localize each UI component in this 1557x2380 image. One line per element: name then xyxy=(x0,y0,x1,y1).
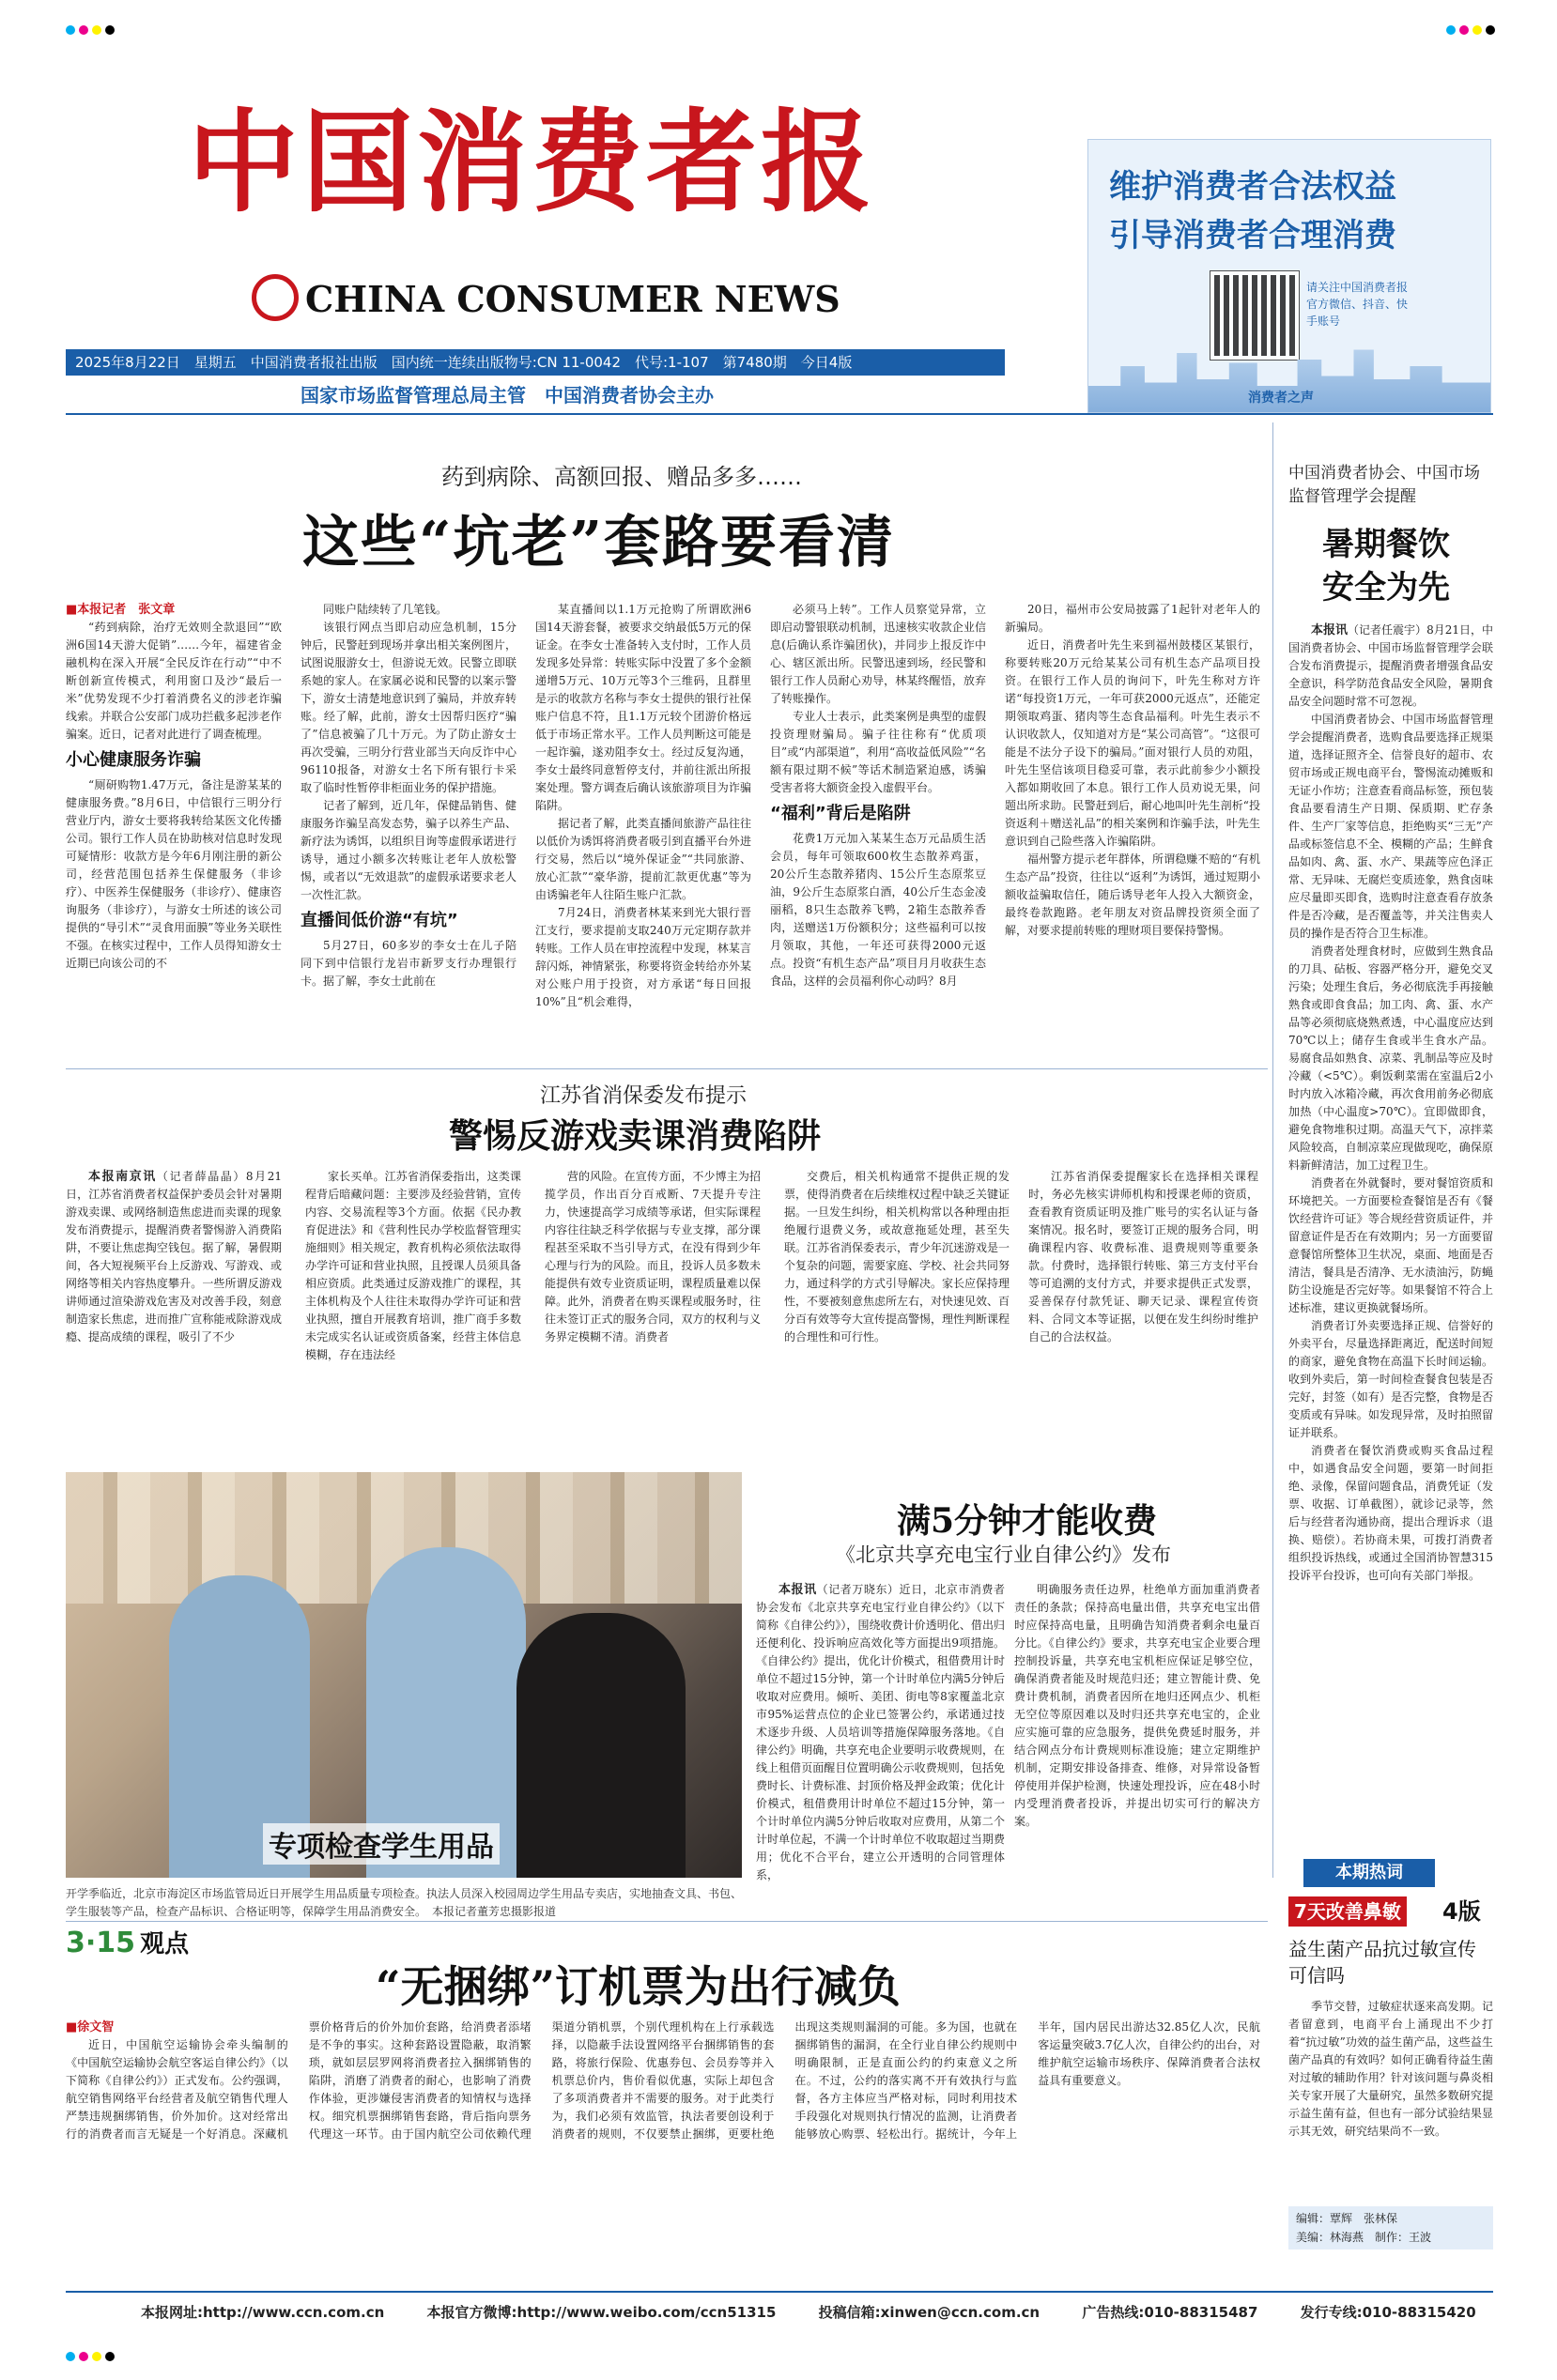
editors-line1: 编辑：覃辉 张林保 xyxy=(1296,2212,1398,2225)
lead-col2-para1: 同账户陆续转了几笔钱。 xyxy=(323,603,448,616)
hot-words-tag: 7天改善鼻敏 xyxy=(1288,1896,1407,1927)
opinion-byline: ■徐文智 xyxy=(66,2020,115,2035)
photo-person-3 xyxy=(516,1613,686,1878)
sidebar-para4: 消费者在外就餐时，要对餐馆资质和环境把关。一方面要检查餐馆是否有《餐饮经营许可证》等合规经营资质证件，并留意证件是否在有效期内；另一方面要留意餐馆所整体卫生状况，桌面、地面是否清洁，餐具是否清净、无水渍油污，防蝇防尘设施是否完好等。如果餐馆不符合上述标准，建议更换就餐场所。 xyxy=(1288,1176,1493,1314)
opinion-body xyxy=(66,2019,1260,2272)
charge-byline: 本报讯 xyxy=(778,1583,817,1597)
footer-website: 本报网址:http://www.ccn.com.cn xyxy=(141,2304,385,2321)
opinion-headline: “无捆绑”订机票为出行减负 xyxy=(376,1961,901,2012)
masthead-banner xyxy=(1087,139,1491,413)
section-divider-2 xyxy=(66,1921,1268,1922)
lead-headline: 这些“坑老”套路要看清 xyxy=(302,510,896,576)
lead-col4-para2: 专业人士表示，此类案例是典型的虚假投资理财骗局。骗子往往称有“优质项目”或“内部渠道”，利用“高收益低风险”“名额有限过期不候”等话术制造紧迫感，诱骗受害者将大额资金投入虚假平台。 xyxy=(770,710,986,794)
footer-weibo: 本报官方微博:http://www.weibo.com/ccn51315 xyxy=(426,2304,777,2321)
lead-col3-para3: 7月24日，消费者林某来到光大银行晋江支行，要求提前支取240万元定期存款并转账。工作人员在审控流程中发现，林某言辞闪烁，神情紧张，称要将资金转给亦外某对公账户用于投资，对方承诺“每日回报10%”且“机会难得， xyxy=(535,906,751,1008)
photo-caption-title: 专项检查学生用品 xyxy=(263,1823,500,1865)
mid-column-4 xyxy=(784,1168,1010,1453)
sidebar-para2: 中国消费者协会、中国市场监督管理学会提醒消费者，选购食品要选择正规渠道，选择证照齐全、信誉良好的超市、农贸市场或正规电商平台，警惕流动摊贩和无证小作坊；注意查看商品标签，预包装食品要看清生产日期、保质期、贮存条件、生产厂家等信息，拒绝购买“三无”产品或标签信息不全、模糊的产品；生鲜食品如肉、禽、蛋、水产、果蔬等应色泽正常、无异味、无腐烂变质迹象，熟食卤味应尽量即买即食，选购时注意查看存放条件是否冷藏，是否覆盖等，并关注售卖人员的操作是否符合卫生标准。 xyxy=(1288,713,1493,940)
lead-col2-para4: 5月27日，60多岁的李女士在儿子陪同下到中信银行龙岩市新罗支行办理银行卡。据了解，李女士此前在 xyxy=(301,939,516,988)
hot-words-edition: 4版 xyxy=(1442,1898,1481,1925)
mid-column-2 xyxy=(305,1168,521,1453)
mid-col1-text: （记者薛晶晶）8月21日，江苏省消费者权益保护委员会针对暑期游戏卖课、或网络制造焦虑进而卖课的现象发布消费提示，提醒消费者警惕游入消费陷阱，不要让焦虑掏空钱包。据了解，暑假期间，各大短视频平台上反游戏、写游戏、或网络等相关内容热度攀升。一些所谓反游戏讲师通过渲染游戏危害及对改善手段，刻意制造家长焦虑，进而推广宣称能戒除游戏成瘾、提高成绩的课程，吸引了不少 xyxy=(66,1170,282,1344)
news-photo xyxy=(66,1472,742,1878)
footer-divider xyxy=(66,2291,1493,2293)
lead-column-2 xyxy=(301,601,516,1061)
sidebar-byline: 本报讯 xyxy=(1311,623,1349,637)
mid-col5-text: 江苏省消保委提醒家长在选择相关课程时，务必先核实讲师机构和授课老师的资质，查看教育资质证明及推广账号的实名认证与备案情况。报名时，要签订正规的服务合同，明确课程内容、收费标准、退费规则等重要条款。付费时，选择银行转账、第三方支付平台等可追溯的支付方式，并要求提供正式发票，妥善保存付款凭证、聊天记录、课程宣传资料、合同文本等证据，以便在发生纠纷时维护自己的合法权益。 xyxy=(1028,1170,1258,1344)
lead-col5-para1: 20日，福州市公安局披露了1起针对老年人的新骗局。 xyxy=(1005,603,1260,634)
mid-kicker: 江苏省消保委发布提示 xyxy=(540,1084,748,1108)
qr-label: 消费者之声 xyxy=(1248,391,1314,406)
lead-col1-para1: “药到病除，治疗无效则全款退回”“欧洲6国14天游大促销”……今年，福建省金融机构在深入开展“全民反诈在行动”“中不断创新宣传模式，利用窗口及沙“最后一米”优势发现不少打着消费名义的涉老诈骗线索。并联合公安部门成功拦截多起涉老作骗案。近日，记者对此进行了调查梳理。 xyxy=(66,621,282,741)
opinion-text: 近日，中国航空运输协会牵头编制的《中国航空运输协会航空客运自律公约》（以下简称《自律公约》）正式发布。公约强调，航空销售网络平台经营者及航空销售代理人严禁违规捆绑销售，价外加价。这对经常出行的消费者而言无疑是一个好消息。深藏机票价格背后的价外加价套路，给消费者添堵是不争的事实。这种套路设置隐蔽，取消繁琐，就如层层罗网将消费者拉入捆绑销售的陷阱，消磨了消费者的耐心，也影响了消费作体验，更涉嫌侵害消费者的知情权与选择权。细究机票捆绑销售套路，背后指向票务代理这一环节。由于国内航空公司依赖代理渠道分销机票，个别代理机构在上行承载选择，以隐蔽手法设置网络平台捆绑销售的套路，将旅行保险、优惠券包、会员券等并入机票总价内，售价看似优惠，实际上却包含了多项消费者并不需要的服务。对于此类行为，我们必须有效监管，执法者要创设利于消费者的规则，不仅要禁止捆绑，更要杜绝出现这类规则漏洞的可能。多为国，也就在捆绑销售的漏洞，在全行业自律公约规则中明确限制，正是直面公约的约束意义之所在。不过，公约的落实离不开有效执行与监督，各方主体应当严格对标，同时利用技术手段强化对规则执行情况的监测，让消费者能够放心购票、轻松出行。据统计，今年上半年，国内居民出游达32.85亿人次，民航客运量突破3.7亿人次，自律公约的出台，对维护航空运输市场秩序、保障消费者合法权益具有重要意义。 xyxy=(66,2020,1260,2141)
lead-col1-para2: “厕研购物1.47万元，备注是游某某的健康服务费。”8月6日，中信银行三明分行营业厅内，游女士要将我转给某医文化传播公司。银行工作人员在协助核对信息时发现可疑情形：收款方是今年6月刚注册的新公司，经营范围包括养生保健服务（非诊疗）、中医养生保健服务（非诊疗）、健康咨询服务（非诊疗），与游女士所述的该公司提供的“导引术”“灵食用面膜”等业务关联性不强。在核实过程中，工作人员得知游女士近期已向该公司的不 xyxy=(66,778,282,970)
hot-words-label: 本期热词 xyxy=(1303,1859,1435,1887)
section-divider-1 xyxy=(66,1068,1268,1069)
lead-column-4 xyxy=(770,601,986,1061)
sidebar-kicker: 中国消费者协会、中国市场监督管理学会提醒 xyxy=(1288,464,1480,506)
color-registration-dots xyxy=(66,21,118,38)
photo-caption: 开学季临近，北京市海淀区市场监管局近日开展学生用品质量专项检查。执法人员深入校园周边学生用品专卖店，实地抽查文具、书包、学生服装等产品，检查产品标识、合格证明等，保障学生用品消费安全。 本报记者董芳忠摄影报道 xyxy=(66,1887,743,1918)
mid-col3-text: 营的风险。在宣传方面，不少博主为招揽学员，作出百分百戒断、7天提升专注力，快速提高学习成绩等承诺，但实际课程内容往往缺乏科学依据与专业支撑，部分课程甚至采取不当引导方式，在没有得到少年心理与行为的风险。而且，投诉人员多数未能提供有效专业资质证明，课程质量难以保障。此外，消费者在购买课程或服务时，往往未签订正式的服务合同，双方的权利与义务界定模糊不清。消费者 xyxy=(545,1170,761,1344)
banner-slogan-2: 引导消费者合理消费 xyxy=(1109,217,1396,254)
mid-headline: 警惕反游戏卖课消费陷阱 xyxy=(449,1116,822,1156)
charge-column-2 xyxy=(1014,1581,1260,1947)
sidebar-para3: 消费者处理食材时，应做到生熟食品的刀具、砧板、容器严格分开，避免交叉污染；处理生食后，务必彻底洗手再接触熟食或即食食品；加工肉、禽、蛋、水产品等必须彻底烧熟煮透，中心温度应达到70℃以上；储存生食或半生食水产品。易腐食品如熟食、凉菜、乳制品等应及时冷藏（<5℃）。剩饭剩菜需在室温后2小时内放入冰箱冷藏，再次食用前务必彻底加热（中心温度>70℃）。宜即做即食，避免食物堆积过期。高温天气下，凉拌菜风险较高，自制凉菜应现做现吃，确保原料新鲜清洁，加工过程卫生。 xyxy=(1288,944,1493,1172)
mid-byline: 本报南京讯 xyxy=(88,1170,157,1184)
sidebar-para1: （记者任震宇）8月21日，中国消费者协会、中国市场监督管理学会联合发布消费提示，提醒消费者增强食品安全意识，科学防范食品安全风险，暑期食品安全问题时常不可忽视。 xyxy=(1288,623,1493,708)
lead-subhead-2: 直播间低价游“有坑” xyxy=(301,911,458,930)
lead-col5-para2: 近日，消费者叶先生来到福州鼓楼区某银行，称要转账20万元给某某公司有机生态产品项目投资。在银行工作人员的询问下，叶先生称对方许诺“每投资1万元，一年可获2000元返点”，还能定期领取鸡蛋、猪肉等生态食品福利。叶先生表示不认识收款人，仅知道对方是“某公司高管”。“这很可能是不法分子设下的骗局。”面对银行人员的劝阻，叶先生坚信该项目稳妥可靠，表示此前参少小额投入都如期收回了本息。银行工作人员劝说无果，问题出所求助。民警赶到后，耐心地叫叶先生剖析“投资返利＋赠送礼品”的相关案例和诈骗手法，叶先生意识到自己险些落入诈骗陷阱。 xyxy=(1005,638,1260,848)
opinion-logo xyxy=(66,1925,189,1958)
mid-column-1 xyxy=(66,1168,282,1453)
masthead-divider xyxy=(66,413,1493,415)
editors-box xyxy=(1288,2206,1493,2249)
footer-bar xyxy=(66,2298,1493,2326)
charge-col1-text: （记者万晓东）近日，北京市消费者协会发布《北京共享充电宝行业自律公约》（以下简称《自律公约》），围绕收费计价透明化、借出归还便利化、投诉响应高效化等方面提出9项措施。《自律公约》提出，优化计价模式，租借费用计时单位不超过15分钟，第一个计时单位内满5分钟后收取对应费用。倾听、美团、街电等8家覆盖北京市95%运营点位的企业已签署公约，承诺通过技术逐步升级、人员培训等措施保障服务落地。《自律公约》明确，共享充电企业要明示收费规则，在线上租借页面醒目位置明确公示收费规则，包括免费时长、计费标准、封顶价格及押金政策；优化计价模式，租借费用计时单位不超过15分钟，第一个计时单位内满5分钟后收取对应费用，从第二个计时单位起，不满一个计时单位不收取超过当期费用；优化不合平台，建立公开透明的合同管理体系， xyxy=(756,1583,1005,1881)
opinion-logo-number: 3·15 xyxy=(66,1927,136,1959)
lead-col4-para1: 必须马上转”。工作人员察觉异常，立即启动警银联动机制，迅速核实收款企业信息(后确认系诈骗团伙)，并同步上报反诈中心、辖区派出所。民警迅速到场，经民警和银行工作人员耐心劝导，林某终醒悟，放弃了转账操作。 xyxy=(770,603,986,705)
lead-col2-para3: 记者了解到，近几年，保健品销售、健康服务诈骗呈高发态势，骗子以养生产品、新疗法为诱饵，以组织目询等虚假承诺进行诱导，通过小额多次转账让老年人放松警惕，或者以“无效退款”的虚假承诺要求老人一次性汇款。 xyxy=(301,799,516,901)
hot-words-body xyxy=(1288,1998,1493,2193)
charge-headline: 满5分钟才能收费 xyxy=(897,1501,1158,1541)
lead-column-3 xyxy=(535,601,751,1061)
sidebar-rule xyxy=(1272,422,1273,1878)
lead-col5-para3: 福州警方提示老年群体，所谓稳赚不赔的“有机生态产品”投资，往往以“返利”为诱饵，通过短期小额收益骗取信任，随后诱导老年人投入大额资金，最终卷款跑路。老年朋友对资品牌投资须全面了解，对要求提前转账的理财项目要保持警惕。 xyxy=(1005,852,1260,937)
masthead-sponsor: 国家市场监督管理总局主管 中国消费者协会主办 xyxy=(301,384,714,407)
lead-kicker: 药到病除、高额回报、赠品多多…… xyxy=(441,464,802,490)
lead-column-5 xyxy=(1005,601,1260,1061)
mid-column-5 xyxy=(1028,1168,1258,1453)
lead-col4-para3: 花费1万元加入某某生态万元品质生活会员，每年可领取600枚生态散养鸡蛋，20公斤生态散养猪肉、15公斤生态原浆豆油，9公斤生态原浆白酒，40公斤生态金凌丽稻，8只生态散养飞鸭，2箱生态散养香肉，送赠送1万份额积分；这些福利可以按月领取，其他，一年还可获得2000元返点。投资“有机生态产品”项目月月收获生态食品，这样的会员福利你心动吗？8月 xyxy=(770,832,986,988)
mid-col2-text: 家长买单。江苏省消保委指出，这类课程背后暗藏问题：主要涉及经验营销，宣传内容、交易流程等3个方面。依据《民办教育促进法》和《营利性民办学校监督管理实施细则》相关规定，教育机构必须依法取得办学许可证和营业执照，且授课人员须具备相应资质。此类通过反游戏推广的课程，其主体机构及个人往往未取得办学许可证和营业执照，擅自开展教育培训，推广商手多数未完成实名认证或资质备案，经营主体信息模糊，存在违法经 xyxy=(305,1170,521,1361)
lead-column-1 xyxy=(66,601,282,1061)
editors-line2: 美编：林海燕 制作：王波 xyxy=(1296,2231,1432,2244)
mid-col4-text: 交费后，相关机构通常不提供正规的发票，使得消费者在后续维权过程中缺乏关键证据。一旦发生纠纷，相关机构常以各种理由拒绝履行退费义务，或故意拖延处理，甚至失联。江苏省消保委表示，青少年沉迷游戏是一个复杂的问题，需要家庭、学校、社会共同努力，通过科学的方式引导解决。家长应保持理性，不要被刻意焦虑所左右，对快速见效、百分百有效等夸大宣传提高警惕，理性判断课程的合理性和可行性。 xyxy=(784,1170,1010,1344)
sidebar-para6: 消费者在餐饮消费或购买食品过程中，如遇食品安全问题，要第一时间拒绝、录像，保留问题食品，消费凭证（发票、收据、订单截图），就诊记录等，然后与经营者沟通协商，提出合理诉求（退换、赔偿）。若协商未果，可拨打消费者组织投诉热线，或通过全国消协智慧315投诉平台投诉，也可向有关部门举报。 xyxy=(1288,1444,1493,1582)
lead-col3-para2: 据记者了解，此类直播间旅游产品往往以低价为诱饵将消费者吸引到直播平台外进行交易，然后以“境外保证金”“共同旅游、放心汇款”“豪华游，提前汇款更优惠”等为由诱骗老年人往陌生账户汇款。 xyxy=(535,817,751,901)
lead-subhead-1: 小心健康服务诈骗 xyxy=(66,750,201,770)
footer-registration-dots xyxy=(66,2347,118,2365)
sidebar-para5: 消费者订外卖要选择正规、信誉好的外卖平台，尽量选择距离近，配送时间短的商家，避免食物在高温下长时间运输。收到外卖后，第一时间检查餐食包装是否完好，封签（如有）是否完整，食物是否变质或有异味。如发现异常，及时拍照留证并联系。 xyxy=(1288,1319,1493,1439)
lead-col2-para2: 该银行网点当即启动应急机制，15分钟后，民警赶到现场并拿出相关案例图片，试图说服游女士，但游说无效。民警立即联系她的家人。在家属必说和民警的以案示警下，游女士清楚地意识到了骗局，并放弃转账。经了解，此前，游女士因帮归医疗“骗了”信息被骗了几十万元。为了防止游女士再次受骗，三明分行营业部当天向反诈中心96110报备，对游女士名下所有银行卡采取了临时性暂停非柜面业务的保护措施。 xyxy=(301,621,516,794)
sidebar-headline-line2: 安全为先 xyxy=(1322,569,1450,607)
masthead-title: 中国消费者报 xyxy=(188,97,876,227)
opinion-logo-text: 观点 xyxy=(140,1930,190,1958)
charge-col2-text: 明确服务责任边界，杜绝单方面加重消费者责任的条款；保持高电量出借，共享充电宝出借时应保持高电量，且明确告知消费者剩余电量百分比。《自律公约》要求，共享充电宝企业要合理控制投诉量，共享充电宝机柜应保证足够空位，确保消费者能及时规范归还；建立智能计费、免费计费机制，消费者因所在地归还网点少、机柜无空位等原因难以及时归还共享充电宝的，企业应实施可靠的应急服务，提供免费延时服务，并结合网点分布计费规则标准设施；建立定期维护机制，定期安排设备排查、维修，对异常设备暂停使用并保护检测，快速处理投诉，应在48小时内受理消费者投诉，并提出切实可行的解决方案。 xyxy=(1014,1583,1260,1828)
charge-column-1 xyxy=(756,1581,1005,1947)
qr-code-icon xyxy=(1210,271,1299,360)
hot-words-text: 季节交替，过敏症状逐来高发期。记者留意到，电商平台上涌现出不少打着“抗过敏”功效的益生菌产品，这些益生菌产品真的有效吗？如何正确看待益生菌对过敏的辅助作用？针对该问题与鼻炎相关专家开展了大量研究，虽然多数研究提示益生菌有益，但也有一部分试验结果显示其无效，研究结果尚不一致。 xyxy=(1288,2000,1493,2138)
charge-subheadline: 《北京共享充电宝行业自律公约》发布 xyxy=(836,1543,1171,1566)
qr-caption: 请关注中国消费者报官方微信、抖音、快手账号 xyxy=(1306,281,1409,328)
masthead-logo-icon xyxy=(252,274,299,321)
banner-slogan-1: 维护消费者合法权益 xyxy=(1109,168,1396,206)
masthead-infobar: 2025年8月22日 星期五 中国消费者报社出版 国内统一连续出版物号:CN 11-0042 代号:1-107 第7480期 今日4版 xyxy=(66,349,1005,376)
footer-email: 投稿信箱:xinwen@ccn.com.cn xyxy=(818,2304,1041,2321)
footer-dist: 发行专线:010-88315420 xyxy=(1300,2304,1476,2321)
sidebar-body xyxy=(1288,622,1493,1850)
hot-words-title: 益生菌产品抗过敏宣传可信吗 xyxy=(1288,1938,1476,1987)
masthead-title-en: CHINA CONSUMER NEWS xyxy=(305,278,840,320)
color-registration-dots-right xyxy=(1446,21,1499,38)
sidebar-headline-line1: 暑期餐饮 xyxy=(1322,526,1450,563)
lead-subhead-3: “福利”背后是陷阱 xyxy=(770,804,911,823)
lead-byline: ■本报记者 张文章 xyxy=(66,603,176,617)
mid-column-3 xyxy=(545,1168,761,1453)
lead-col3-para1: 某直播间以1.1万元抢购了所谓欧洲6国14天游套餐，被要求交纳最低5万元的保证金。在李女士准备转入支付时，工作人员发现多处异常：转账实际中没置了多个金额递增5万元、10万元等3个三维码，且群里是示的收款方名称与李女士提供的银行社保账户信息不符，且1.1万元较个团游价格远低于市场正常水平。工作人员判断这可能是一起诈骗，遂劝阻李女士。经过反复沟通，李女士最终同意暂停支付，并前往派出所报案处理。警方调查后确认该旅游项目为诈骗陷阱。 xyxy=(535,603,751,812)
footer-ad: 广告热线:010-88315487 xyxy=(1082,2304,1258,2321)
